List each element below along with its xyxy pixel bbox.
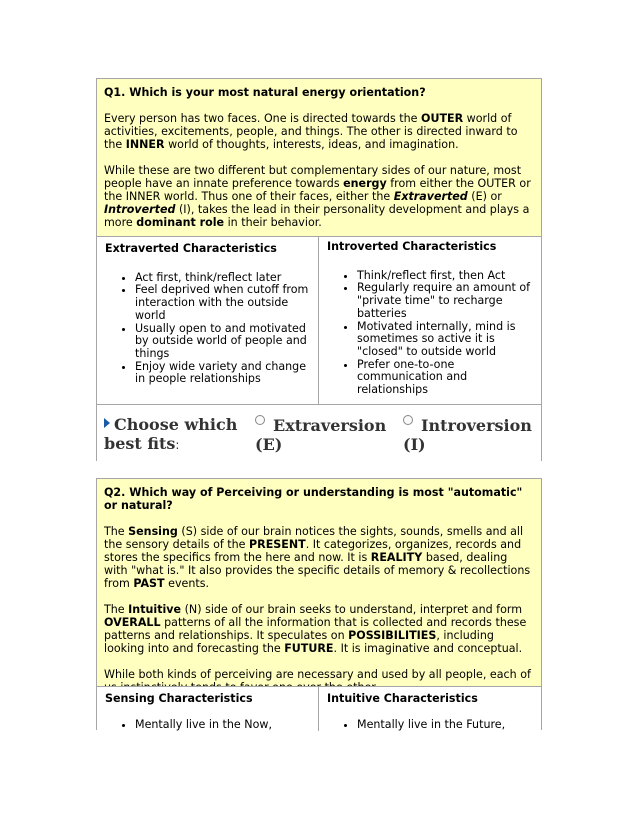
q2-paragraph-2: The Intuitive (N) side of our brain seeks to understand, interpret and form OVERALL patterns of all the information that is collected and records these patterns and relationships. It speculates on POSSIBILITIES, including looking into and forecasting the FUTURE. It is imaginative and conceptual. [104, 603, 527, 655]
q1-paragraph-2: While these are two different but complementary sides of our nature, most people have an innate preference towards energy from either the OUTER or the INNER world. Thus one of their faces, either the Extraverted (E) or Introverted (I), takes the lead in their personality development and plays a more dominant role in their behavior. [104, 164, 531, 229]
extraversion-radio[interactable] [255, 415, 265, 425]
q2-intro [97, 479, 541, 693]
option-introversion[interactable]: Introversion (I) [403, 416, 532, 454]
q2-intuitive-column [319, 687, 541, 731]
q1-card [96, 78, 542, 461]
q1-choice-row [97, 404, 541, 462]
list-item: • Motivated internally, mind is sometimes so active it is "closed" to outside world [357, 321, 533, 359]
triangle-right-icon [104, 418, 110, 428]
q2-question: Q2. Which way of Perceiving or understanding is most "automatic" or natural? [104, 486, 523, 512]
q1-paragraph-1: Every person has two faces. One is directed towards the OUTER world of activities, excitements, people, and things. The other is directed inward to the INNER world of thoughts, interests, ideas, and imagination. [104, 112, 518, 151]
q2-characteristics-table [97, 686, 541, 731]
q2-sensing-column [97, 687, 319, 731]
q2-card [96, 478, 542, 730]
q2-paragraph-1: The Sensing (S) side of our brain notices the sights, sounds, smells and all the sensory details of the PRESENT. It categorizes, organizes, records and stores the specifics from the here and now. It is REALITY based, dealing with "what is." It also provides the specific details of memory & recollections from PAST events. [104, 525, 531, 590]
list-item: • Mentally live in the Now, [135, 719, 310, 732]
sensing-heading: Sensing Characteristics [105, 692, 253, 705]
list-item: • Feel deprived when cutoff from interaction with the outside world [135, 284, 310, 322]
q1-characteristics-table [97, 236, 541, 405]
q1-question: Q1. Which is your most natural energy orientation? [104, 86, 426, 99]
q1-introverted-column [319, 237, 541, 405]
list-item: • Think/reflect first, then Act [357, 270, 533, 283]
list-item: • Enjoy wide variety and change in people relationships [135, 361, 310, 386]
introversion-radio[interactable] [403, 415, 413, 425]
extraverted-heading: Extraverted Characteristics [105, 242, 277, 255]
list-item: • Regularly require an amount of "private time" to recharge batteries [357, 282, 533, 320]
list-item: • Prefer one-to-one communication and relationships [357, 359, 533, 397]
q1-intro [97, 79, 541, 243]
choose-label: Choose which best fits: [104, 415, 238, 453]
q2-paragraph-3: While both kinds of perceiving are necessary and used by all people, each of [104, 668, 531, 681]
list-item: • Act first, think/reflect later [135, 272, 310, 285]
q1-extraverted-column [97, 237, 319, 405]
list-item: • Mentally live in the Future, [357, 719, 533, 732]
option-extraversion[interactable]: Extraversion (E) [255, 416, 387, 454]
introverted-heading: Introverted Characteristics [327, 240, 497, 253]
list-item: • Usually open to and motivated by outside world of people and things [135, 323, 310, 361]
intuitive-heading: Intuitive Characteristics [327, 692, 478, 705]
